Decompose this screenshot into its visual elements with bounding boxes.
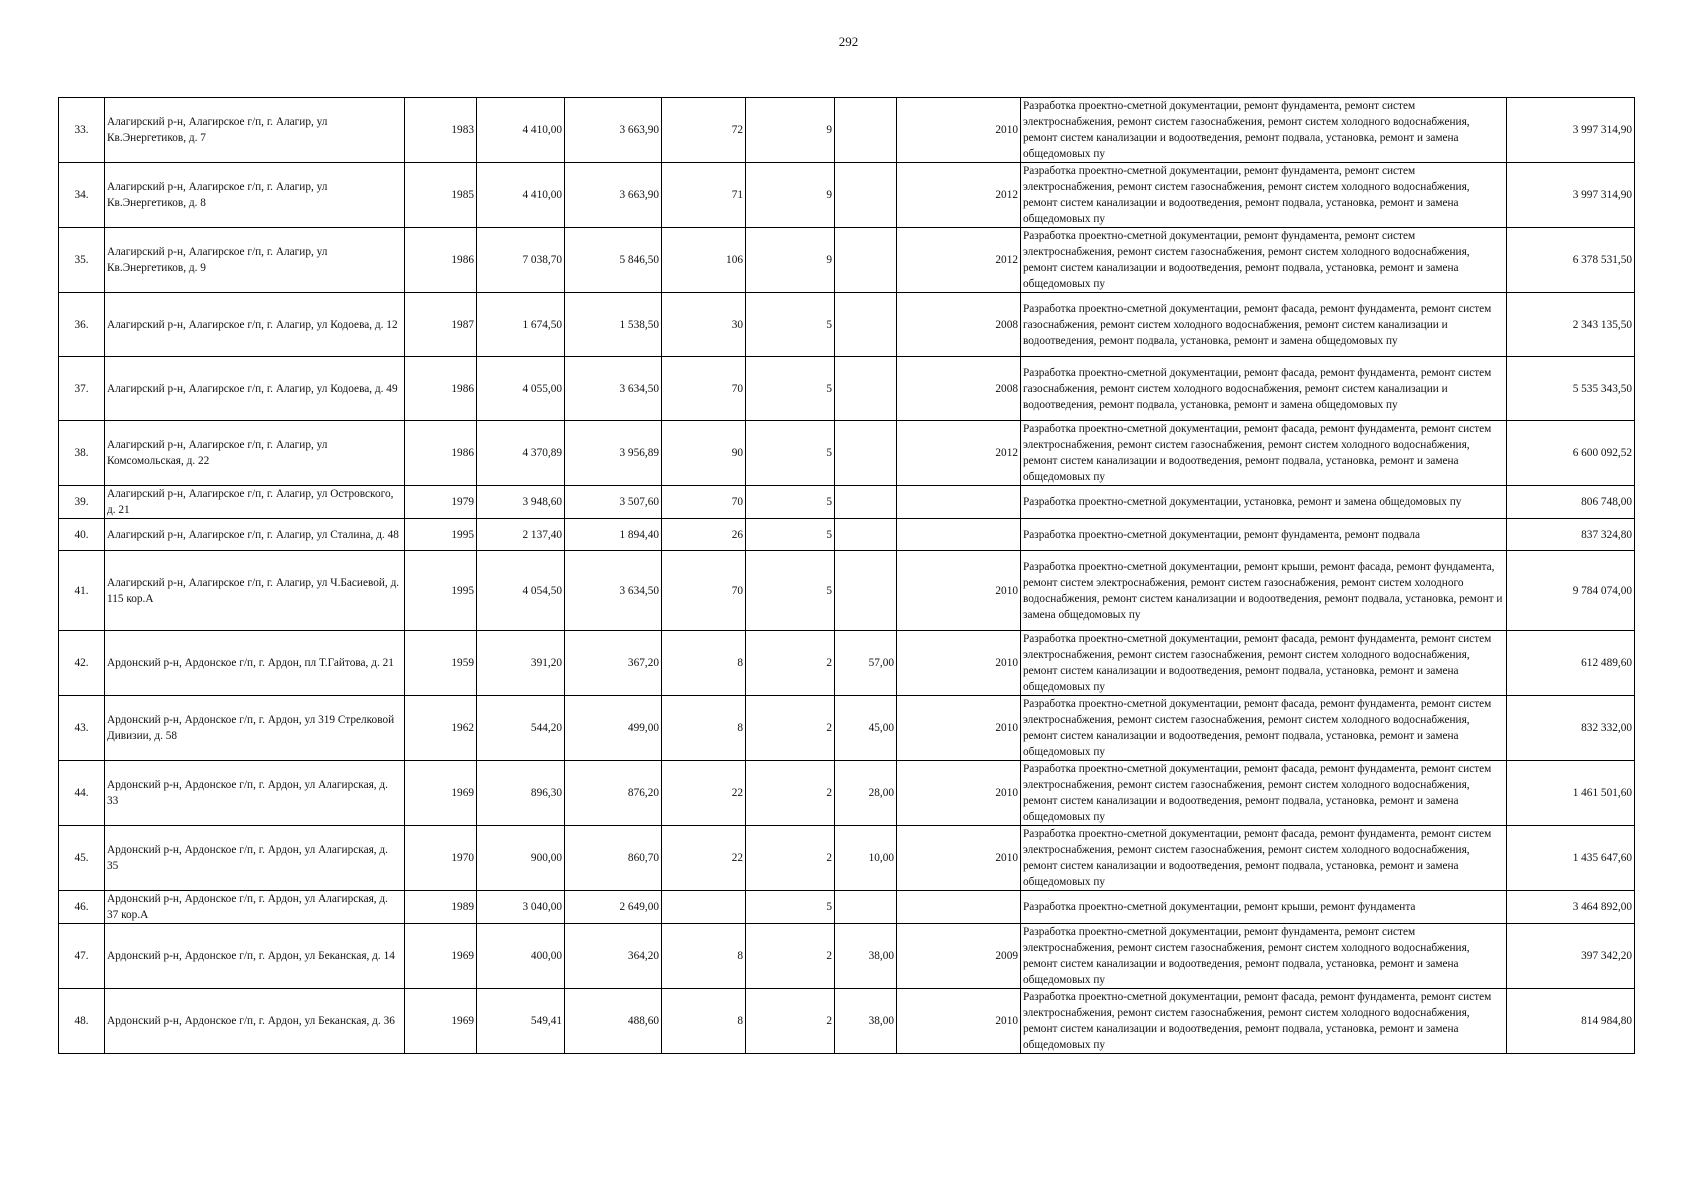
residents-cell: 8 bbox=[662, 631, 746, 696]
floors-cell: 9 bbox=[746, 98, 835, 163]
repair-cost-cell: 2 343 135,50 bbox=[1507, 293, 1635, 357]
floors-cell: 2 bbox=[746, 631, 835, 696]
total-area-cell: 4 054,50 bbox=[477, 551, 565, 631]
residents-cell: 22 bbox=[662, 826, 746, 891]
address-cell: Алагирский р-н, Алагирское г/п, г. Алагир, ул Комсомольская, д. 22 bbox=[105, 421, 405, 486]
year-built-cell: 1995 bbox=[405, 519, 477, 551]
living-area-cell: 1 894,40 bbox=[565, 519, 662, 551]
last-repair-year-cell bbox=[897, 519, 1021, 551]
repair-works-cell: Разработка проектно-сметной документации, ремонт фасада, ремонт фундамента, ремонт систем электроснабжения, ремонт систем газоснабжения, ремонт систем холодного водоснабжения, ремонт систем канализации и водоотведения, ремонт подвала, установка, ремонт и замена общедомовых пу bbox=[1021, 696, 1507, 761]
floors-cell: 2 bbox=[746, 696, 835, 761]
total-area-cell: 4 370,89 bbox=[477, 421, 565, 486]
wear-percent-cell bbox=[835, 228, 897, 293]
repair-cost-cell: 1 461 501,60 bbox=[1507, 761, 1635, 826]
residents-cell: 90 bbox=[662, 421, 746, 486]
address-cell: Алагирский р-н, Алагирское г/п, г. Алагир, ул Кодоева, д. 49 bbox=[105, 357, 405, 421]
residents-cell: 70 bbox=[662, 486, 746, 519]
year-built-cell: 1986 bbox=[405, 228, 477, 293]
repair-works-cell: Разработка проектно-сметной документации, ремонт фасада, ремонт фундамента, ремонт систем электроснабжения, ремонт систем газоснабжения, ремонт систем холодного водоснабжения, ремонт систем канализации и водоотведения, ремонт подвала, установка, ремонт и замена общедомовых пу bbox=[1021, 631, 1507, 696]
repair-cost-cell: 832 332,00 bbox=[1507, 696, 1635, 761]
table-row bbox=[59, 761, 1635, 826]
living-area-cell: 5 846,50 bbox=[565, 228, 662, 293]
row-number: 47. bbox=[59, 924, 105, 989]
living-area-cell: 860,70 bbox=[565, 826, 662, 891]
year-built-cell: 1969 bbox=[405, 989, 477, 1054]
residents-cell: 71 bbox=[662, 163, 746, 228]
floors-cell: 2 bbox=[746, 924, 835, 989]
total-area-cell: 2 137,40 bbox=[477, 519, 565, 551]
table-row bbox=[59, 421, 1635, 486]
row-number: 35. bbox=[59, 228, 105, 293]
repair-cost-cell: 6 378 531,50 bbox=[1507, 228, 1635, 293]
last-repair-year-cell bbox=[897, 891, 1021, 924]
address-cell: Ардонский р-н, Ардонское г/п, г. Ардон, ул Алагирская, д. 37 кор.А bbox=[105, 891, 405, 924]
year-built-cell: 1983 bbox=[405, 98, 477, 163]
repair-works-cell: Разработка проектно-сметной документации, ремонт фундамента, ремонт систем электроснабжения, ремонт систем газоснабжения, ремонт систем холодного водоснабжения, ремонт систем канализации и водоотведения, ремонт подвала, установка, ремонт и замена общедомовых пу bbox=[1021, 98, 1507, 163]
table-row bbox=[59, 357, 1635, 421]
last-repair-year-cell: 2008 bbox=[897, 357, 1021, 421]
total-area-cell: 4 055,00 bbox=[477, 357, 565, 421]
row-number: 45. bbox=[59, 826, 105, 891]
residents-cell: 8 bbox=[662, 924, 746, 989]
residents-cell: 30 bbox=[662, 293, 746, 357]
living-area-cell: 367,20 bbox=[565, 631, 662, 696]
year-built-cell: 1970 bbox=[405, 826, 477, 891]
floors-cell: 2 bbox=[746, 826, 835, 891]
last-repair-year-cell: 2010 bbox=[897, 761, 1021, 826]
table-row bbox=[59, 163, 1635, 228]
living-area-cell: 364,20 bbox=[565, 924, 662, 989]
floors-cell: 5 bbox=[746, 891, 835, 924]
last-repair-year-cell: 2012 bbox=[897, 228, 1021, 293]
row-number: 37. bbox=[59, 357, 105, 421]
total-area-cell: 1 674,50 bbox=[477, 293, 565, 357]
row-number: 48. bbox=[59, 989, 105, 1054]
last-repair-year-cell: 2009 bbox=[897, 924, 1021, 989]
table-row bbox=[59, 519, 1635, 551]
year-built-cell: 1987 bbox=[405, 293, 477, 357]
year-built-cell: 1969 bbox=[405, 761, 477, 826]
residents-cell: 22 bbox=[662, 761, 746, 826]
total-area-cell: 900,00 bbox=[477, 826, 565, 891]
repair-cost-cell: 6 600 092,52 bbox=[1507, 421, 1635, 486]
row-number: 33. bbox=[59, 98, 105, 163]
repair-works-cell: Разработка проектно-сметной документации, установка, ремонт и замена общедомовых пу bbox=[1021, 486, 1507, 519]
row-number: 42. bbox=[59, 631, 105, 696]
wear-percent-cell bbox=[835, 551, 897, 631]
year-built-cell: 1995 bbox=[405, 551, 477, 631]
row-number: 40. bbox=[59, 519, 105, 551]
residents-cell bbox=[662, 891, 746, 924]
total-area-cell: 400,00 bbox=[477, 924, 565, 989]
floors-cell: 5 bbox=[746, 551, 835, 631]
residents-cell: 8 bbox=[662, 989, 746, 1054]
wear-percent-cell bbox=[835, 486, 897, 519]
table-row bbox=[59, 631, 1635, 696]
page-number: 292 bbox=[838, 34, 859, 49]
repair-works-cell: Разработка проектно-сметной документации, ремонт крыши, ремонт фундамента bbox=[1021, 891, 1507, 924]
last-repair-year-cell: 2010 bbox=[897, 631, 1021, 696]
repair-cost-cell: 612 489,60 bbox=[1507, 631, 1635, 696]
residents-cell: 70 bbox=[662, 357, 746, 421]
wear-percent-cell bbox=[835, 891, 897, 924]
repair-cost-cell: 837 324,80 bbox=[1507, 519, 1635, 551]
table-row bbox=[59, 486, 1635, 519]
floors-cell: 2 bbox=[746, 761, 835, 826]
wear-percent-cell: 57,00 bbox=[835, 631, 897, 696]
year-built-cell: 1959 bbox=[405, 631, 477, 696]
repair-works-cell: Разработка проектно-сметной документации, ремонт фундамента, ремонт систем электроснабжения, ремонт систем газоснабжения, ремонт систем холодного водоснабжения, ремонт систем канализации и водоотведения, ремонт подвала, установка, ремонт и замена общедомовых пу bbox=[1021, 163, 1507, 228]
year-built-cell: 1986 bbox=[405, 421, 477, 486]
row-number: 44. bbox=[59, 761, 105, 826]
address-cell: Ардонский р-н, Ардонское г/п, г. Ардон, ул Алагирская, д. 35 bbox=[105, 826, 405, 891]
floors-cell: 5 bbox=[746, 293, 835, 357]
table-row bbox=[59, 989, 1635, 1054]
repair-works-cell: Разработка проектно-сметной документации, ремонт фасада, ремонт фундамента, ремонт систем газоснабжения, ремонт систем холодного водоснабжения, ремонт систем канализации и водоотведения, ремонт подвала, установка, ремонт и замена общедомовых пу bbox=[1021, 293, 1507, 357]
floors-cell: 5 bbox=[746, 357, 835, 421]
repair-cost-cell: 1 435 647,60 bbox=[1507, 826, 1635, 891]
year-built-cell: 1969 bbox=[405, 924, 477, 989]
repair-works-cell: Разработка проектно-сметной документации, ремонт фасада, ремонт фундамента, ремонт систем электроснабжения, ремонт систем газоснабжения, ремонт систем холодного водоснабжения, ремонт систем канализации и водоотведения, ремонт подвала, установка, ремонт и замена общедомовых пу bbox=[1021, 989, 1507, 1054]
residents-cell: 8 bbox=[662, 696, 746, 761]
address-cell: Ардонский р-н, Ардонское г/п, г. Ардон, ул Алагирская, д. 33 bbox=[105, 761, 405, 826]
last-repair-year-cell: 2012 bbox=[897, 421, 1021, 486]
address-cell: Ардонский р-н, Ардонское г/п, г. Ардон, ул 319 Стрелковой Дивизии, д. 58 bbox=[105, 696, 405, 761]
address-cell: Ардонский р-н, Ардонское г/п, г. Ардон, пл Т.Гайтова, д. 21 bbox=[105, 631, 405, 696]
wear-percent-cell: 28,00 bbox=[835, 761, 897, 826]
total-area-cell: 4 410,00 bbox=[477, 98, 565, 163]
repair-cost-cell: 806 748,00 bbox=[1507, 486, 1635, 519]
address-cell: Ардонский р-н, Ардонское г/п, г. Ардон, ул Беканская, д. 14 bbox=[105, 924, 405, 989]
living-area-cell: 2 649,00 bbox=[565, 891, 662, 924]
living-area-cell: 3 956,89 bbox=[565, 421, 662, 486]
last-repair-year-cell: 2010 bbox=[897, 826, 1021, 891]
year-built-cell: 1989 bbox=[405, 891, 477, 924]
row-number: 39. bbox=[59, 486, 105, 519]
repair-cost-cell: 3 997 314,90 bbox=[1507, 98, 1635, 163]
table-row bbox=[59, 696, 1635, 761]
repair-works-cell: Разработка проектно-сметной документации, ремонт фасада, ремонт фундамента, ремонт систем газоснабжения, ремонт систем холодного водоснабжения, ремонт систем канализации и водоотведения, ремонт подвала, установка, ремонт и замена общедомовых пу bbox=[1021, 357, 1507, 421]
wear-percent-cell bbox=[835, 519, 897, 551]
total-area-cell: 4 410,00 bbox=[477, 163, 565, 228]
residents-cell: 26 bbox=[662, 519, 746, 551]
repair-works-cell: Разработка проектно-сметной документации, ремонт крыши, ремонт фасада, ремонт фундамента, ремонт систем электроснабжения, ремонт систем газоснабжения, ремонт систем холодного водоснабжения, ремонт систем канализации и водоотведения, ремонт подвала, установка, ремонт и замена общедомовых пу bbox=[1021, 551, 1507, 631]
address-cell: Ардонский р-н, Ардонское г/п, г. Ардон, ул Беканская, д. 36 bbox=[105, 989, 405, 1054]
year-built-cell: 1962 bbox=[405, 696, 477, 761]
total-area-cell: 3 948,60 bbox=[477, 486, 565, 519]
row-number: 41. bbox=[59, 551, 105, 631]
wear-percent-cell: 38,00 bbox=[835, 924, 897, 989]
floors-cell: 5 bbox=[746, 486, 835, 519]
housing-registry-table bbox=[58, 97, 1635, 1054]
repair-works-cell: Разработка проектно-сметной документации, ремонт фасада, ремонт фундамента, ремонт систем электроснабжения, ремонт систем газоснабжения, ремонт систем холодного водоснабжения, ремонт систем канализации и водоотведения, ремонт подвала, установка, ремонт и замена общедомовых пу bbox=[1021, 761, 1507, 826]
table-row bbox=[59, 293, 1635, 357]
living-area-cell: 3 663,90 bbox=[565, 163, 662, 228]
wear-percent-cell: 45,00 bbox=[835, 696, 897, 761]
repair-works-cell: Разработка проектно-сметной документации, ремонт фундамента, ремонт систем электроснабжения, ремонт систем газоснабжения, ремонт систем холодного водоснабжения, ремонт систем канализации и водоотведения, ремонт подвала, установка, ремонт и замена общедомовых пу bbox=[1021, 228, 1507, 293]
wear-percent-cell: 38,00 bbox=[835, 989, 897, 1054]
total-area-cell: 391,20 bbox=[477, 631, 565, 696]
year-built-cell: 1986 bbox=[405, 357, 477, 421]
repair-cost-cell: 397 342,20 bbox=[1507, 924, 1635, 989]
repair-works-cell: Разработка проектно-сметной документации, ремонт фундамента, ремонт систем электроснабжения, ремонт систем газоснабжения, ремонт систем холодного водоснабжения, ремонт систем канализации и водоотведения, ремонт подвала, установка, ремонт и замена общедомовых пу bbox=[1021, 924, 1507, 989]
row-number: 46. bbox=[59, 891, 105, 924]
last-repair-year-cell: 2010 bbox=[897, 551, 1021, 631]
last-repair-year-cell: 2010 bbox=[897, 989, 1021, 1054]
repair-cost-cell: 3 464 892,00 bbox=[1507, 891, 1635, 924]
wear-percent-cell bbox=[835, 357, 897, 421]
address-cell: Алагирский р-н, Алагирское г/п, г. Алагир, ул Кв.Энергетиков, д. 9 bbox=[105, 228, 405, 293]
total-area-cell: 3 040,00 bbox=[477, 891, 565, 924]
row-number: 34. bbox=[59, 163, 105, 228]
living-area-cell: 876,20 bbox=[565, 761, 662, 826]
table-row bbox=[59, 98, 1635, 163]
year-built-cell: 1979 bbox=[405, 486, 477, 519]
repair-works-cell: Разработка проектно-сметной документации, ремонт фасада, ремонт фундамента, ремонт систем электроснабжения, ремонт систем газоснабжения, ремонт систем холодного водоснабжения, ремонт систем канализации и водоотведения, ремонт подвала, установка, ремонт и замена общедомовых пу bbox=[1021, 826, 1507, 891]
wear-percent-cell bbox=[835, 293, 897, 357]
residents-cell: 70 bbox=[662, 551, 746, 631]
floors-cell: 9 bbox=[746, 163, 835, 228]
wear-percent-cell bbox=[835, 163, 897, 228]
wear-percent-cell bbox=[835, 98, 897, 163]
last-repair-year-cell bbox=[897, 486, 1021, 519]
wear-percent-cell bbox=[835, 421, 897, 486]
address-cell: Алагирский р-н, Алагирское г/п, г. Алагир, ул Сталина, д. 48 bbox=[105, 519, 405, 551]
table-row bbox=[59, 826, 1635, 891]
living-area-cell: 3 634,50 bbox=[565, 357, 662, 421]
living-area-cell: 3 507,60 bbox=[565, 486, 662, 519]
last-repair-year-cell: 2012 bbox=[897, 163, 1021, 228]
last-repair-year-cell: 2008 bbox=[897, 293, 1021, 357]
year-built-cell: 1985 bbox=[405, 163, 477, 228]
address-cell: Алагирский р-н, Алагирское г/п, г. Алагир, ул Островского, д. 21 bbox=[105, 486, 405, 519]
total-area-cell: 7 038,70 bbox=[477, 228, 565, 293]
address-cell: Алагирский р-н, Алагирское г/п, г. Алагир, ул Кв.Энергетиков, д. 8 bbox=[105, 163, 405, 228]
living-area-cell: 1 538,50 bbox=[565, 293, 662, 357]
table-row bbox=[59, 924, 1635, 989]
living-area-cell: 499,00 bbox=[565, 696, 662, 761]
total-area-cell: 549,41 bbox=[477, 989, 565, 1054]
row-number: 43. bbox=[59, 696, 105, 761]
repair-cost-cell: 3 997 314,90 bbox=[1507, 163, 1635, 228]
floors-cell: 5 bbox=[746, 519, 835, 551]
table-row bbox=[59, 891, 1635, 924]
living-area-cell: 3 634,50 bbox=[565, 551, 662, 631]
living-area-cell: 488,60 bbox=[565, 989, 662, 1054]
residents-cell: 72 bbox=[662, 98, 746, 163]
row-number: 38. bbox=[59, 421, 105, 486]
table-row bbox=[59, 551, 1635, 631]
repair-cost-cell: 5 535 343,50 bbox=[1507, 357, 1635, 421]
last-repair-year-cell: 2010 bbox=[897, 98, 1021, 163]
wear-percent-cell: 10,00 bbox=[835, 826, 897, 891]
total-area-cell: 896,30 bbox=[477, 761, 565, 826]
floors-cell: 5 bbox=[746, 421, 835, 486]
floors-cell: 9 bbox=[746, 228, 835, 293]
repair-works-cell: Разработка проектно-сметной документации, ремонт фундамента, ремонт подвала bbox=[1021, 519, 1507, 551]
total-area-cell: 544,20 bbox=[477, 696, 565, 761]
last-repair-year-cell: 2010 bbox=[897, 696, 1021, 761]
repair-cost-cell: 9 784 074,00 bbox=[1507, 551, 1635, 631]
address-cell: Алагирский р-н, Алагирское г/п, г. Алагир, ул Ч.Басиевой, д. 115 кор.А bbox=[105, 551, 405, 631]
living-area-cell: 3 663,90 bbox=[565, 98, 662, 163]
residents-cell: 106 bbox=[662, 228, 746, 293]
repair-works-cell: Разработка проектно-сметной документации, ремонт фасада, ремонт фундамента, ремонт систем электроснабжения, ремонт систем газоснабжения, ремонт систем холодного водоснабжения, ремонт систем канализации и водоотведения, ремонт подвала, установка, ремонт и замена общедомовых пу bbox=[1021, 421, 1507, 486]
floors-cell: 2 bbox=[746, 989, 835, 1054]
table-body bbox=[59, 98, 1635, 1054]
row-number: 36. bbox=[59, 293, 105, 357]
address-cell: Алагирский р-н, Алагирское г/п, г. Алагир, ул Кв.Энергетиков, д. 7 bbox=[105, 98, 405, 163]
table-row bbox=[59, 228, 1635, 293]
repair-cost-cell: 814 984,80 bbox=[1507, 989, 1635, 1054]
address-cell: Алагирский р-н, Алагирское г/п, г. Алагир, ул Кодоева, д. 12 bbox=[105, 293, 405, 357]
